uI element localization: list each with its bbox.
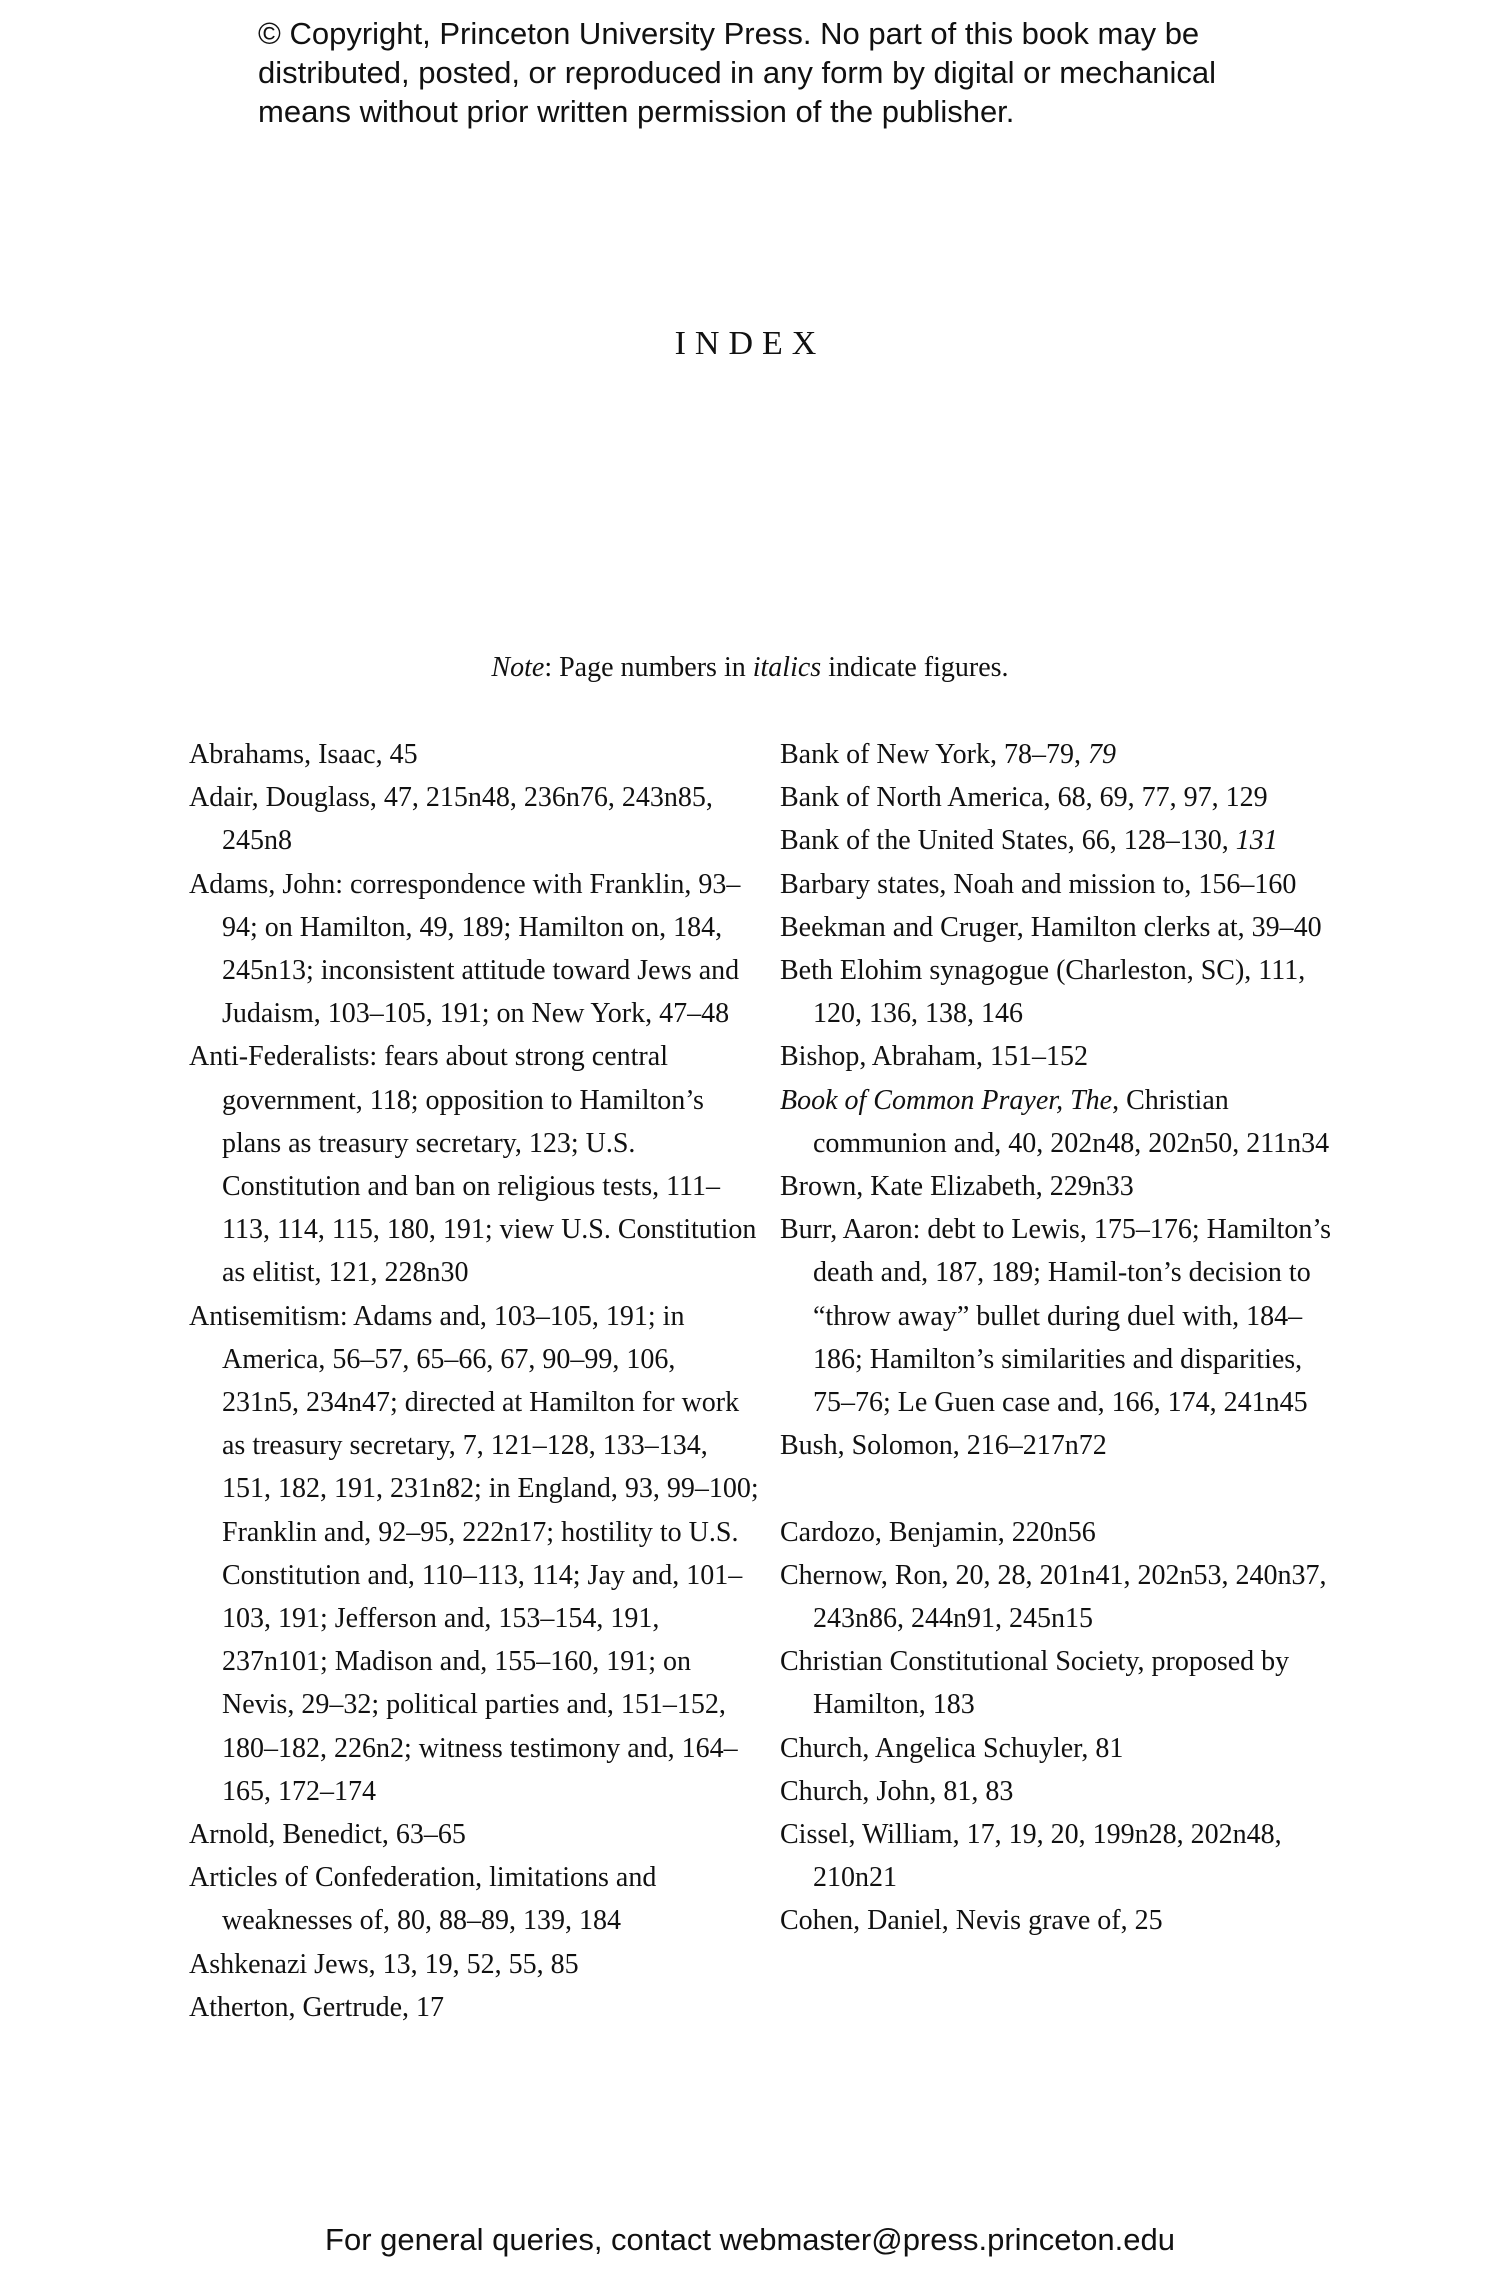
index-entry	[780, 1813, 1340, 1899]
note-label: Note	[491, 652, 545, 683]
entry-text: Bank of New York, 78–79,	[780, 739, 1088, 770]
index-entry	[780, 733, 1340, 776]
index-entry: Ashkenazi Jews, 13, 19, 52, 55, 85	[189, 1948, 579, 1980]
entry-figure-page: 79	[1088, 739, 1116, 770]
index-entry: Adair, Douglass, 47, 215n48, 236n76, 243n85, 245n8	[189, 782, 713, 857]
index-entry	[780, 1208, 1340, 1424]
note-text-before: : Page numbers in	[544, 652, 753, 683]
index-entry	[780, 1424, 1340, 1467]
index-entry: Articles of Confederation, limitations and weaknesses of, 80, 88–89, 139, 184	[189, 1862, 657, 1937]
index-entry	[780, 1727, 1340, 1770]
index-entry: Atherton, Gertrude, 17	[189, 1991, 445, 2023]
index-entry: Antisemitism: Adams and, 103–105, 191; in America, 56–57, 65–66, 67, 90–99, 106, 231n5, 234n47; directed at Hamilton for work as treasury secretary, 7, 121–128, 133–134, 151, 182, 191, 231n82; in England, 93, 99–100; Franklin and, 92–95, 222n17; hostility to U.S. Constitution and, 110–113, 114; Jay and, 101–103, 191; Jefferson and, 153–154, 191, 237n101; Madison and, 155–160, 191; on Nevis, 29–32; political parties and, 151–152, 180–182, 226n2; witness testimony and, 164–165, 172–174	[189, 1300, 759, 1807]
index-entry	[780, 1511, 1340, 1554]
note-italic-word: italics	[752, 652, 822, 683]
index-entry	[780, 1770, 1340, 1813]
entry-text: Church, John, 81, 83	[780, 1775, 1014, 1807]
index-entry	[780, 1079, 1340, 1165]
index-entry: Anti-Federalists: fears about strong central government, 118; opposition to Hamilton’s plans as treasury secretary, 123; U.S. Constitution and ban on religious tests, 111–113, 114, 115, 180, 191; view U.S. Constitution as elitist, 121, 228n30	[189, 1041, 757, 1289]
entry-text: Cissel, William, 17, 19, 20, 199n28, 202n48, 210n21	[780, 1819, 1282, 1894]
entry-book-title: Book of Common Prayer, The	[780, 1084, 1113, 1116]
index-entry	[780, 819, 1340, 862]
entry-text: Beth Elohim synagogue (Charleston, SC), 111, 120, 136, 138, 146	[780, 955, 1306, 1030]
page-title: INDEX	[674, 325, 826, 362]
entry-text: Burr, Aaron: debt to Lewis, 175–176; Hamilton’s death and, 187, 189; Hamil-ton’s decision to “throw away” bullet during duel with, 184–186; Hamilton’s similarities and disparities, 75–76; Le Guen case and, 166, 174, 241n45	[780, 1214, 1332, 1419]
copyright-notice: © Copyright, Princeton University Press. No part of this book may be distributed, posted, or reproduced in any form by digital or mechanical means without prior written permission of the publisher.	[258, 16, 1217, 129]
index-entry	[780, 1035, 1340, 1078]
entry-text: Bank of the United States, 66, 128–130,	[780, 825, 1236, 857]
entry-text: Church, Angelica Schuyler, 81	[780, 1732, 1124, 1764]
index-entry	[780, 776, 1340, 819]
entry-text: Bishop, Abraham, 151–152	[780, 1041, 1088, 1073]
index-note	[0, 652, 1500, 684]
footer-contact: For general queries, contact webmaster@press.princeton.edu	[325, 2222, 1175, 2257]
index-column-right	[780, 733, 1340, 1943]
entry-text: Christian Constitutional Society, proposed by Hamilton, 183	[780, 1646, 1290, 1721]
entry-text: Barbary states, Noah and mission to, 156–160	[780, 868, 1297, 900]
index-entry	[780, 1640, 1340, 1726]
entry-text: Cohen, Daniel, Nevis grave of, 25	[780, 1905, 1163, 1937]
entry-text: , Christian communion and, 40, 202n48, 202n50, 211n34	[813, 1084, 1330, 1159]
index-entry: Arnold, Benedict, 63–65	[189, 1819, 466, 1851]
entry-figure-page: 131	[1235, 825, 1278, 857]
index-entry	[780, 863, 1340, 906]
entry-text: Brown, Kate Elizabeth, 229n33	[780, 1171, 1134, 1203]
index-column-left	[189, 733, 759, 2029]
entry-text: Cardozo, Benjamin, 220n56	[780, 1516, 1096, 1548]
index-entry	[780, 1899, 1340, 1942]
note-text-after: indicate figures.	[821, 652, 1009, 683]
index-entry	[780, 1554, 1340, 1640]
index-entry: Abrahams, Isaac, 45	[189, 739, 418, 770]
index-entry	[780, 1165, 1340, 1208]
entry-text: Bank of North America, 68, 69, 77, 97, 129	[780, 782, 1268, 814]
entry-text: Chernow, Ron, 20, 28, 201n41, 202n53, 240n37, 243n86, 244n91, 245n15	[780, 1559, 1327, 1635]
index-entry	[780, 906, 1340, 949]
letter-group-divider	[780, 1467, 1340, 1510]
entry-text: Bush, Solomon, 216–217n72	[780, 1430, 1107, 1462]
entry-text: Beekman and Cruger, Hamilton clerks at, 39–40	[780, 911, 1322, 943]
index-entry	[780, 949, 1340, 1035]
index-entry: Adams, John: correspondence with Franklin, 93–94; on Hamilton, 49, 189; Hamilton on, 184, 245n13; inconsistent attitude toward Jews and Judaism, 103–105, 191; on New York, 47–48	[189, 868, 741, 1030]
